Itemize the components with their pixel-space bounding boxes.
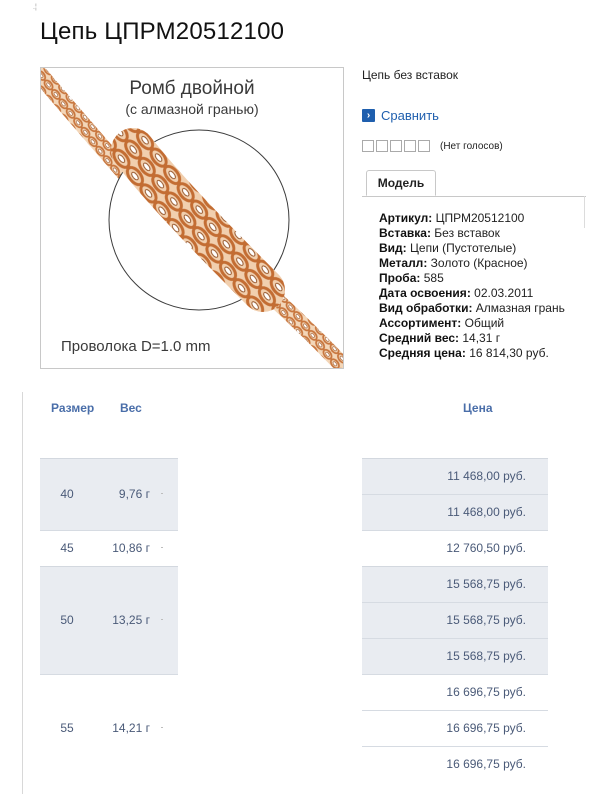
spec-row: Металл: Золото (Красное): [379, 256, 528, 270]
compare-label: Сравнить: [381, 108, 439, 123]
rating-widget: [362, 140, 503, 152]
table-left-edge: [22, 392, 23, 794]
row-divider: [362, 494, 548, 495]
cell-weight: 10,86 г: [112, 541, 150, 555]
spec-value: Алмазная грань: [475, 301, 565, 315]
spec-row: Ассортимент: Общий: [379, 316, 505, 330]
spec-row: Проба: 585: [379, 271, 444, 285]
tab-model[interactable]: Модель: [366, 170, 436, 196]
row-divider: [362, 674, 548, 675]
cell-weight: 14,21 г: [112, 721, 150, 735]
column-header-size: Размер: [51, 401, 95, 415]
tab-panel-edge: [584, 196, 585, 228]
tab-bar: [362, 196, 586, 197]
corner-mark: .¦: [33, 4, 37, 11]
arrow-right-icon: ›: [362, 109, 375, 122]
row-marker: [161, 619, 163, 620]
image-wire-caption: Проволока D=1.0 mm: [61, 338, 211, 355]
rating-star-1[interactable]: [362, 140, 374, 152]
spec-value: 16 814,30 руб.: [469, 346, 549, 360]
cell-size: 40: [60, 487, 74, 501]
rating-star-4[interactable]: [404, 140, 416, 152]
spec-list: [379, 211, 565, 361]
spec-value: ЦПРМ20512100: [435, 211, 525, 225]
cell-price: 15 568,75 руб.: [446, 577, 526, 591]
spec-label: Проба: [379, 271, 417, 285]
row-divider: [362, 638, 548, 639]
compare-link[interactable]: [362, 108, 439, 123]
cell-price: 15 568,75 руб.: [446, 613, 526, 627]
spec-value: Общий: [464, 316, 505, 330]
cell-price: 16 696,75 руб.: [446, 757, 526, 771]
row-divider: [362, 710, 548, 711]
spec-label: Артикул: [379, 211, 429, 225]
rating-star-2[interactable]: [376, 140, 388, 152]
column-header-weight: Вес: [120, 401, 142, 415]
spec-label: Вставка: [379, 226, 427, 240]
cell-size: 45: [60, 541, 74, 555]
row-divider: [362, 602, 548, 603]
spec-value: 14,31 г: [462, 331, 501, 345]
cell-price: 16 696,75 руб.: [446, 721, 526, 735]
short-description: Цепь без вставок: [362, 68, 459, 82]
spec-value: Золото (Красное): [430, 256, 528, 270]
rating-text: (Нет голосов): [440, 140, 503, 152]
cell-weight: 13,25 г: [112, 613, 150, 627]
spec-row: Вид: Цепи (Пустотелые): [379, 241, 517, 255]
cell-size: 55: [60, 721, 74, 735]
row-divider: [40, 530, 178, 531]
cell-price: 11 468,00 руб.: [447, 505, 526, 519]
row-divider: [362, 746, 548, 747]
spec-label: Вид: [379, 241, 403, 255]
spec-label: Средняя цена: [379, 346, 462, 360]
spec-row: Вид обработки: Алмазная грань: [379, 301, 565, 315]
cell-price: 16 696,75 руб.: [446, 685, 526, 699]
row-marker: [161, 547, 163, 548]
cell-price: 11 468,00 руб.: [447, 469, 526, 483]
cell-size: 50: [60, 613, 74, 627]
row-divider: [362, 530, 548, 531]
spec-label: Металл: [379, 256, 424, 270]
spec-row: Артикул: ЦПРМ20512100: [379, 211, 525, 225]
image-caption-title: Ромб двойной: [129, 78, 255, 99]
spec-value: Без вставок: [434, 226, 500, 240]
spec-row: Дата освоения: 02.03.2011: [379, 286, 534, 300]
page-title: Цепь ЦПРМ20512100: [40, 18, 285, 45]
spec-value: 585: [423, 271, 444, 285]
cell-weight: 9,76 г: [118, 487, 150, 501]
spec-row: Средняя цена: 16 814,30 руб.: [379, 346, 549, 360]
spec-label: Дата освоения: [379, 286, 467, 300]
image-caption-subtitle: (с алмазной гранью): [125, 101, 259, 117]
spec-label: Вид обработки: [379, 301, 469, 315]
spec-label: Ассортимент: [379, 316, 458, 330]
rating-star-5[interactable]: [418, 140, 430, 152]
spec-value: 02.03.2011: [474, 286, 534, 300]
row-marker: [161, 727, 163, 728]
cell-price: 15 568,75 руб.: [446, 649, 526, 663]
spec-row: Средний вес: 14,31 г: [379, 331, 501, 345]
row-marker: [161, 493, 163, 494]
spec-label: Средний вес: [379, 331, 456, 345]
column-header-price: Цена: [463, 401, 493, 415]
product-image: [40, 67, 344, 369]
rating-star-3[interactable]: [390, 140, 402, 152]
cell-price: 12 760,50 руб.: [446, 541, 526, 555]
spec-row: Вставка: Без вставок: [379, 226, 500, 240]
spec-value: Цепи (Пустотелые): [410, 241, 517, 255]
row-divider: [40, 674, 178, 675]
